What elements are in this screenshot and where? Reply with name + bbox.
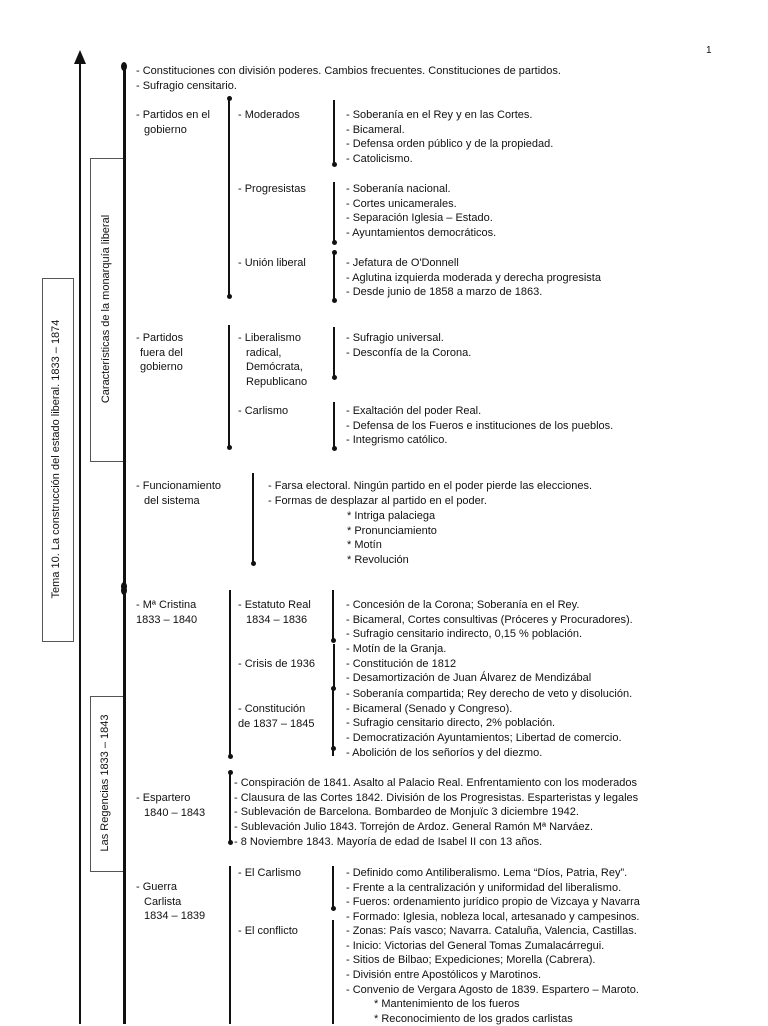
list-item: - Sufragio censitario indirecto, 0,15 % población.	[346, 628, 583, 641]
bar-end-dot	[332, 250, 337, 255]
list-item: - Democratización Ayuntamientos; Libertad de comercio.	[346, 732, 622, 745]
list-item: - 8 Noviembre 1843. Mayoría de edad de Isabel II con 13 años.	[234, 835, 543, 848]
carlismo-label: - Carlismo	[238, 405, 289, 417]
list-item: - Integrismo católico.	[346, 434, 448, 447]
list-item: - Catolicismo.	[346, 153, 413, 166]
guerra-label	[136, 880, 205, 924]
estatuto-bar	[332, 590, 334, 642]
list-item: - Frente a la centralización y uniformidad del liberalismo.	[346, 881, 622, 894]
list-item: - Farsa electoral. Ningún partido en el poder pierde las elecciones.	[268, 480, 593, 492]
list-item: - Conspiración de 1841. Asalto al Palacio Real. Enfrentamiento con los moderados	[234, 777, 637, 789]
bar-end-dot	[331, 906, 336, 911]
list-item: - Formado: Iglesia, nobleza local, artesanado y campesinos.	[346, 911, 640, 924]
list-item: - Exaltación del poder Real.	[346, 405, 482, 417]
list-item: - Fueros: ordenamiento jurídico propio de Vizcaya y Navarra	[346, 896, 640, 909]
bar-end-dot	[331, 686, 336, 691]
radical-bar	[333, 327, 335, 379]
bar-end-dot	[332, 446, 337, 451]
el-conflicto-bar	[332, 920, 334, 1024]
estatuto-items	[346, 598, 633, 642]
section1-bar	[123, 66, 126, 592]
partidos-fuera-label	[136, 331, 183, 375]
list-item: - Bicameral, Cortes consultivas (Próceres y Procuradores).	[346, 613, 633, 626]
list-subitem: * Mantenimiento de los fueros	[374, 998, 520, 1010]
label-line: 1833 – 1840	[136, 613, 198, 626]
label-line: - Mª Cristina	[136, 599, 197, 611]
constitucion-items	[346, 687, 632, 761]
list-item: - Separación Iglesia – Estado.	[346, 212, 493, 225]
partidos-gobierno-bar	[228, 100, 230, 298]
list-item: - Zonas: País vasco; Navarra. Cataluña, Valencia, Castillas.	[346, 925, 637, 937]
list-item: - Concesión de la Corona; Soberanía en el Rey.	[346, 599, 580, 611]
list-item: - División entre Apostólicos y Marotinos.	[346, 969, 542, 982]
espartero-label	[136, 791, 205, 820]
guerra-bar	[229, 866, 231, 1024]
estatuto-label	[238, 598, 311, 627]
bar-end-dot	[331, 746, 336, 751]
label-line: fuera del	[140, 346, 183, 359]
union-bar	[333, 254, 335, 302]
moderados-items	[346, 108, 553, 167]
list-subitem: * Reconocimiento de los grados carlistas	[374, 1012, 573, 1025]
intro-text	[136, 64, 561, 93]
bar-end-dot	[251, 561, 256, 566]
label-line: del sistema	[144, 494, 200, 507]
bar-end-dot	[331, 638, 336, 643]
list-item: - Aglutina izquierda moderada y derecha progresista	[346, 271, 601, 284]
arrow-shaft	[79, 60, 81, 1024]
label-line: - Liberalismo	[238, 332, 301, 344]
funcionamiento-bar	[252, 473, 254, 565]
intro-line: - Sufragio censitario.	[136, 79, 237, 92]
tema-label: Tema 10. La construcción del estado liberal. 1833 – 1874	[50, 319, 62, 599]
label-line: - Constitución	[238, 703, 306, 715]
el-conflicto-subitems	[374, 997, 573, 1026]
page-number: 1	[706, 45, 712, 56]
list-item: - Sitios de Bilbao; Expediciones; Morella (Cabrera).	[346, 954, 596, 967]
label-line: 1834 – 1836	[246, 613, 308, 626]
espartero-items	[234, 776, 638, 850]
carlismo-bar	[333, 402, 335, 450]
list-item: - Bicameral (Senado y Congreso).	[346, 702, 513, 715]
cristina-bar	[229, 590, 231, 758]
list-item: - Soberanía nacional.	[346, 183, 451, 195]
list-item: - Cortes unicamerales.	[346, 197, 457, 210]
bar-end-dot	[227, 294, 232, 299]
list-subitem: * Revolución	[347, 554, 409, 567]
label-line: de 1837 – 1845	[238, 717, 315, 730]
label-line: - Guerra	[136, 881, 177, 893]
list-subitem: * Intriga palaciega	[347, 510, 436, 522]
moderados-label: - Moderados	[238, 109, 300, 121]
el-carlismo-items	[346, 866, 640, 925]
label-line: 1840 – 1843	[144, 806, 206, 819]
crisis-label: - Crisis de 1936	[238, 658, 316, 670]
list-subitem: * Motín	[347, 539, 382, 552]
label-line: Carlista	[144, 895, 182, 908]
list-item: - Abolición de los señoríos y del diezmo.	[346, 746, 543, 759]
list-item: - Constitución de 1812	[346, 657, 457, 670]
funcionamiento-items	[268, 479, 592, 508]
bar-end-dot	[228, 840, 233, 845]
el-conflicto-items	[346, 924, 639, 998]
list-item: - Clausura de las Cortes 1842. División de los Progresistas. Esparteristas y legales	[234, 791, 639, 804]
radical-items	[346, 331, 471, 360]
crisis-bar	[333, 644, 335, 688]
carlismo-items	[346, 404, 613, 448]
list-item: - Sufragio universal.	[346, 332, 444, 344]
list-item: - Ayuntamientos democráticos.	[346, 227, 497, 240]
list-item: - Soberanía compartida; Rey derecho de veto y disolución.	[346, 688, 633, 700]
el-conflicto-label: - El conflicto	[238, 925, 298, 937]
label-line: Republicano	[246, 376, 308, 389]
label-line: radical,	[246, 346, 282, 359]
list-item: - Inicio: Victorias del General Tomas Zumalacárregui.	[346, 939, 605, 952]
constitucion-label	[238, 702, 314, 731]
label-line: - Estatuto Real	[238, 599, 311, 611]
list-item: - Sufragio censitario directo, 2% población.	[346, 717, 556, 730]
progresistas-bar	[333, 182, 335, 244]
crisis-items	[346, 642, 591, 686]
cristina-label	[136, 598, 197, 627]
label-line: gobierno	[140, 361, 183, 374]
label-line: - Partidos	[136, 332, 184, 344]
bar-end-dot	[227, 445, 232, 450]
bar-end-dot	[228, 754, 233, 759]
list-item: - Defensa orden público y de la propiedad.	[346, 138, 554, 151]
list-item: - Soberanía en el Rey y en las Cortes.	[346, 109, 533, 121]
label-line: - Partidos en el	[136, 109, 210, 121]
list-item: - Sublevación de Barcelona. Bombardeo de Monjuïc 3 diciembre 1942.	[234, 806, 579, 819]
list-item: - Desde junio de 1858 a marzo de 1863.	[346, 286, 543, 299]
list-item: - Formas de desplazar al partido en el poder.	[268, 494, 487, 507]
label-line: Demócrata,	[246, 361, 303, 374]
partidos-gobierno-label	[136, 108, 210, 137]
section2-label: Las Regencias 1833 – 1843	[99, 714, 111, 852]
label-line: 1834 – 1839	[144, 910, 206, 923]
bar-end-dot	[332, 162, 337, 167]
list-subitem: * Pronunciamiento	[347, 524, 437, 537]
list-item: - Jefatura de O'Donnell	[346, 257, 459, 269]
union-label: - Unión liberal	[238, 257, 306, 269]
bar-end-dot	[332, 240, 337, 245]
progresistas-items	[346, 182, 496, 241]
espartero-bar	[229, 774, 231, 844]
section1-bar-top	[121, 62, 127, 71]
funcionamiento-subitems	[347, 509, 437, 568]
section2-bar-top	[121, 582, 127, 591]
section1-label: Características de la monarquía liberal	[100, 214, 112, 404]
radical-label	[238, 331, 307, 390]
section2-bar	[123, 586, 126, 1024]
funcionamiento-label	[136, 479, 221, 508]
label-line: - Funcionamiento	[136, 480, 221, 492]
moderados-bar	[333, 100, 335, 166]
bar-end-dot	[227, 96, 232, 101]
partidos-fuera-bar	[228, 325, 230, 449]
union-items	[346, 256, 601, 300]
el-carlismo-bar	[332, 866, 334, 910]
list-item: - Bicameral.	[346, 123, 405, 136]
list-item: - Sublevación Julio 1843. Torrejón de Ardoz. General Ramón Mª Narváez.	[234, 821, 594, 834]
bar-end-dot	[332, 298, 337, 303]
bar-end-dot	[228, 770, 233, 775]
list-item: - Defensa de los Fueros e instituciones de los pueblos.	[346, 419, 614, 432]
list-item: - Desamortización de Juan Álvarez de Mendizábal	[346, 672, 592, 685]
list-item: - Desconfía de la Corona.	[346, 346, 472, 359]
el-carlismo-label: - El Carlismo	[238, 867, 301, 879]
list-item: - Definido como Antiliberalismo. Lema “Díos, Patria, Rey”.	[346, 867, 628, 879]
label-line: - Espartero	[136, 792, 191, 804]
list-item: - Convenio de Vergara Agosto de 1839. Espartero – Maroto.	[346, 983, 639, 996]
intro-line: - Constituciones con división poderes. Cambios frecuentes. Constituciones de partidos.	[136, 65, 561, 77]
bar-end-dot	[332, 375, 337, 380]
label-line: gobierno	[144, 123, 187, 136]
progresistas-label: - Progresistas	[238, 183, 306, 195]
list-item: - Motín de la Granja.	[346, 643, 447, 655]
